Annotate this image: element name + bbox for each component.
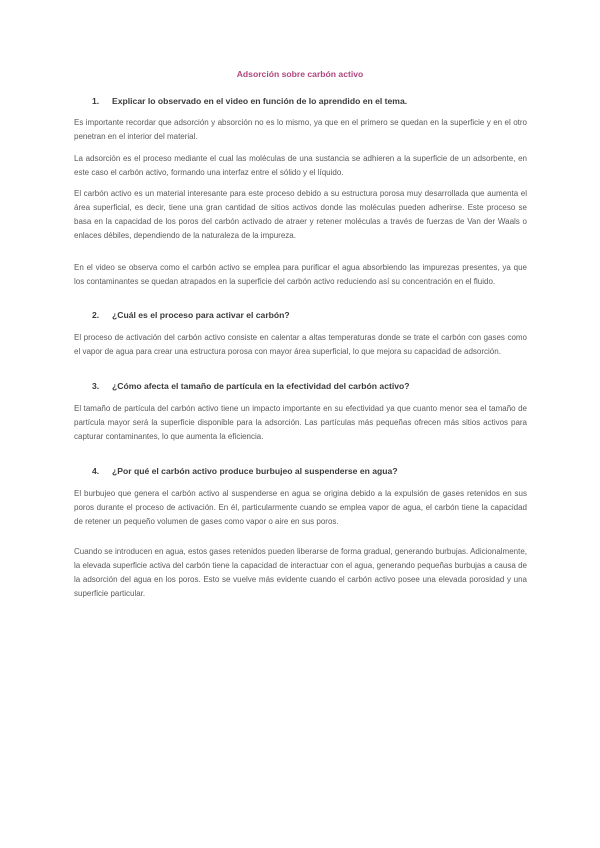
question-number: 4. xyxy=(92,466,100,476)
question-1 xyxy=(92,96,407,106)
paragraph: En el video se observa como el carbón activo se emplea para purificar el agua absorbiendo las impurezas presentes, ya que los contaminantes se quedan atrapados en la superficie del carbón activo reduciendo así su concentración en el fluido. xyxy=(74,263,527,286)
question-text: Explicar lo observado en el video en función de lo aprendido en el tema. xyxy=(112,96,408,106)
paragraph: El tamaño de partícula del carbón activo tiene un impacto importante en su efectividad ya que cuanto menor sea el tamaño de partícula mayor será la superficie disponible para la adsorción. Las partículas más pequeñas ofrecen más sitios activos para capturar contaminantes, lo que aumenta la eficiencia. xyxy=(74,404,527,441)
question-text: ¿Por qué el carbón activo produce burbujeo al suspenderse en agua? xyxy=(112,466,398,476)
question-number: 2. xyxy=(92,310,100,320)
question-number: 3. xyxy=(92,381,100,391)
question-3 xyxy=(92,381,410,391)
document-title: Adsorción sobre carbón activo xyxy=(236,69,364,79)
paragraph: Cuando se introducen en agua, estos gases retenidos pueden liberarse de forma gradual, generando burbujas. Adicionalmente, la elevada superficie activa del carbón tiene la capacidad de interactuar con el agua, generando pequeñas burbujas a causa de la adsorción del agua en los poros. Esto se vuelve más evidente cuando el carbón activo posee una elevada porosidad y una superficie particular. xyxy=(74,547,527,598)
paragraph: La adsorción es el proceso mediante el cual las moléculas de una sustancia se adhieren a la superficie de un adsorbente, en este caso el carbón activo, formando una interfaz entre el sólido y el líquido. xyxy=(74,154,527,177)
question-text: ¿Cómo afecta el tamaño de partícula en la efectividad del carbón activo? xyxy=(112,381,410,391)
question-4 xyxy=(92,466,398,476)
paragraph: El carbón activo es un material interesante para este proceso debido a su estructura porosa muy desarrollada que aumenta el área superficial, es decir, tiene una gran cantidad de sitios activos donde las moléculas pueden adherirse. Este proceso se basa en la capacidad de los poros del carbón activado de atraer y retener moléculas a través de fuerzas de Van der Waals o enlaces débiles, dependiendo de la naturaleza de la impureza. xyxy=(74,189,527,240)
paragraph: Es importante recordar que adsorción y absorción no es lo mismo, ya que en el primero se quedan en la superficie y en el otro penetran en el interior del material. xyxy=(74,118,527,141)
question-text: ¿Cuál es el proceso para activar el carbón? xyxy=(112,310,290,320)
paragraph: El proceso de activación del carbón activo consiste en calentar a altas temperaturas donde se trate el carbón con gases como el vapor de agua para crear una estructura porosa con mayor área superficial, lo que mejora su capacidad de adsorción. xyxy=(74,333,527,356)
question-2 xyxy=(92,310,290,320)
paragraph: El burbujeo que genera el carbón activo al suspenderse en agua se origina debido a la expulsión de gases retenidos en sus poros durante el proceso de activación. En él, particularmente cuando se emplea vapor de agua, el carbón tiene la capacidad de retener un pequeño volumen de gases como vapor o aire en sus poros. xyxy=(74,489,527,526)
question-number: 1. xyxy=(92,96,100,106)
